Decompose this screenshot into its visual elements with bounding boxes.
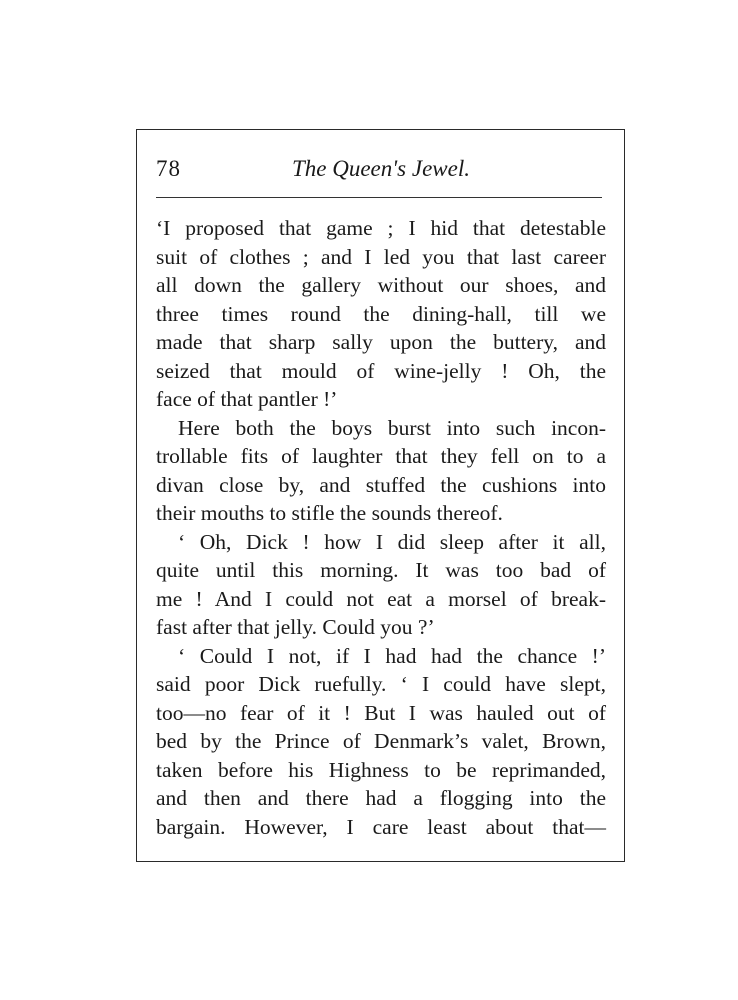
page-number: 78 [156, 156, 181, 181]
text-line: divan close by, and stuffed the cushions into [156, 472, 606, 497]
text-line: bed by the Prince of Denmark’s valet, Brown, [156, 729, 606, 753]
body-text [156, 214, 606, 841]
text-line: face of that pantler !’ [156, 387, 338, 411]
header-rule [156, 197, 602, 198]
text-line: their mouths to stifle the sounds thereof. [156, 501, 503, 525]
page-header [156, 150, 606, 190]
text-line: ‘ Could I not, if I had had the chance !’ [178, 643, 606, 668]
text-line: bargain. However, I care least about that— [156, 814, 606, 839]
text-line: ‘I proposed that game ; I hid that detestable [156, 216, 606, 240]
text-line: me ! And I could not eat a morsel of break- [156, 586, 606, 611]
text-line: seized that mould of wine-jelly ! Oh, the [156, 358, 606, 383]
text-line: too—no fear of it ! But I was hauled out of [156, 700, 606, 725]
text-line: ‘ Oh, Dick ! how I did sleep after it all, [178, 529, 606, 554]
text-line: taken before his Highness to be reprimanded, [156, 757, 606, 782]
text-line: Here both the boys burst into such incon- [178, 415, 606, 440]
running-title: The Queen's Jewel. [291, 156, 470, 181]
text-line: and then and there had a flogging into the [156, 786, 606, 810]
text-line: made that sharp sally upon the buttery, and [156, 330, 606, 354]
text-line: three times round the dining-hall, till we [156, 301, 606, 326]
text-line: fast after that jelly. Could you ?’ [156, 615, 435, 639]
text-line: suit of clothes ; and I led you that last career [156, 244, 606, 269]
text-line: all down the gallery without our shoes, and [156, 273, 606, 297]
text-line: said poor Dick ruefully. ‘ I could have slept, [156, 672, 606, 696]
text-line: trollable fits of laughter that they fell on to a [156, 444, 606, 468]
text-line: quite until this morning. It was too bad of [156, 558, 606, 582]
